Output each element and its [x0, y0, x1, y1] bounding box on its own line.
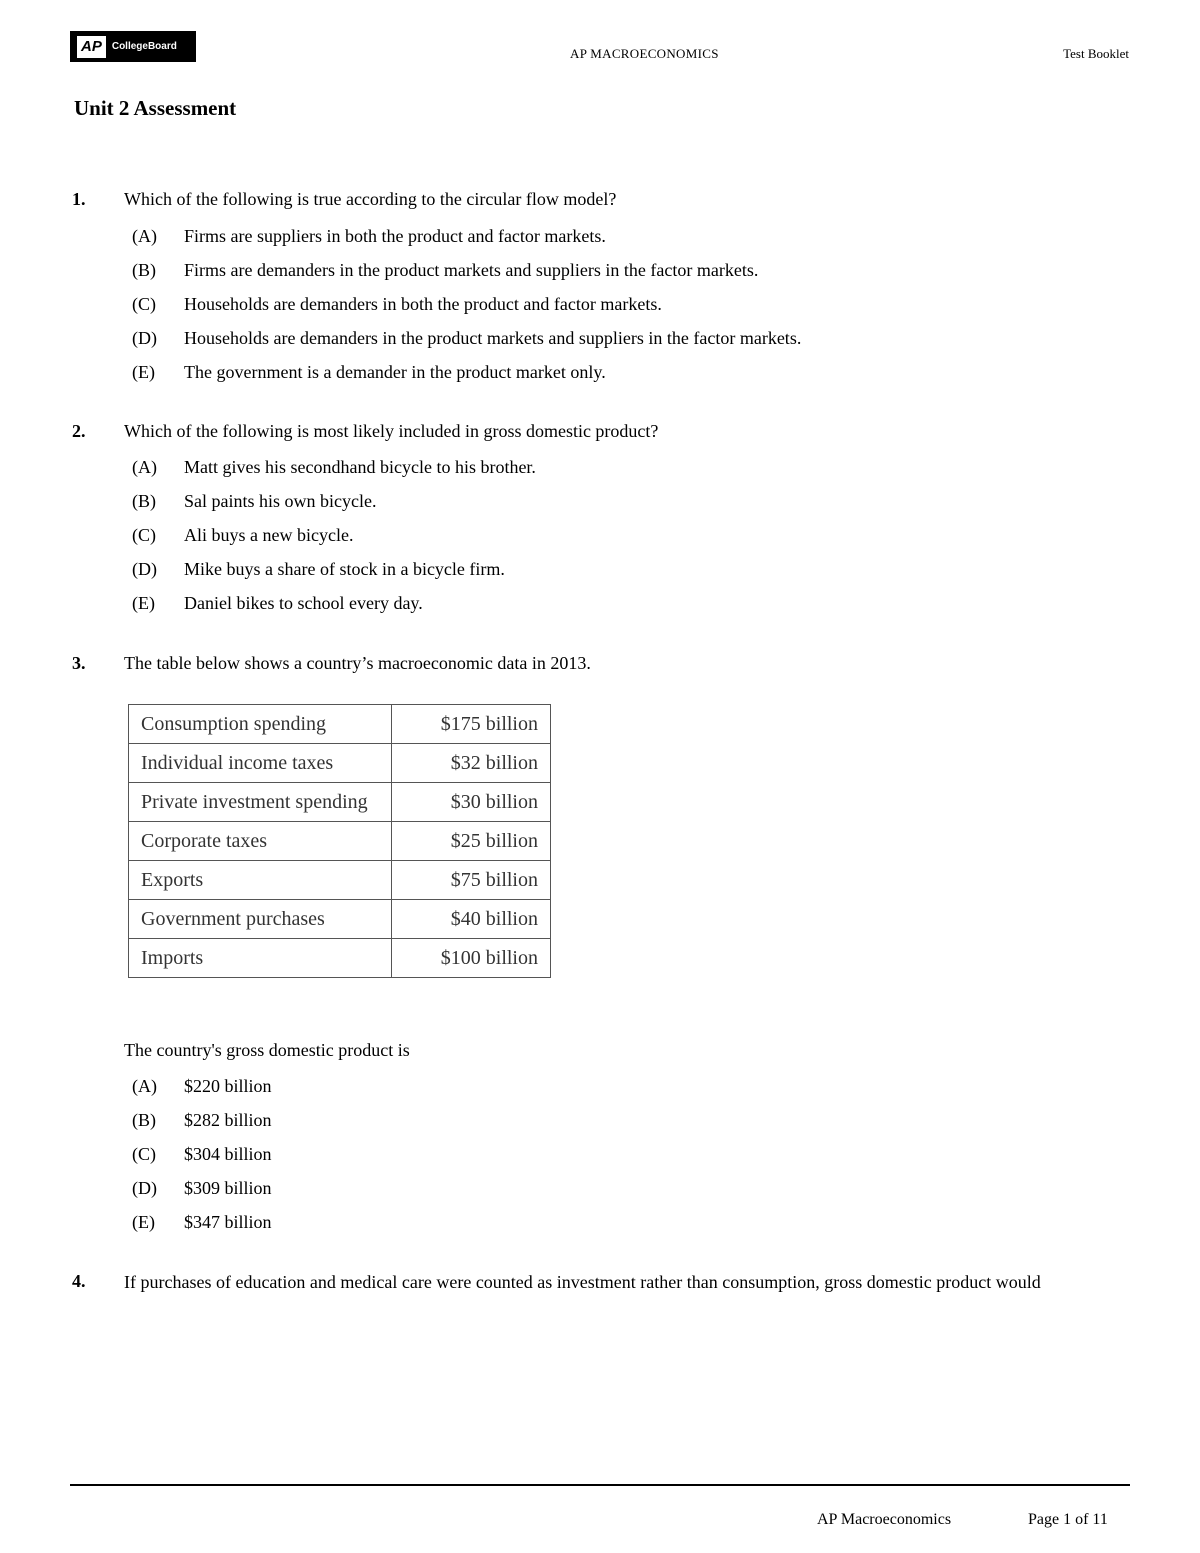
- table-cell-label: Exports: [129, 861, 392, 900]
- table-cell-label: Individual income taxes: [129, 744, 392, 783]
- question-number: 2.: [72, 421, 86, 441]
- choice-letter: (C): [132, 525, 156, 545]
- question-number: 3.: [72, 653, 86, 673]
- choice-list: [132, 454, 1132, 624]
- header-booklet-label: Test Booklet: [1063, 46, 1129, 61]
- choice-text: Households are demanders in the product markets and suppliers in the factor markets.: [184, 328, 802, 348]
- choice-letter: (D): [132, 328, 157, 348]
- choice-b[interactable]: [132, 488, 1132, 522]
- choice-a[interactable]: [132, 454, 1132, 488]
- choice-list: [132, 1073, 1132, 1243]
- choice-letter: (C): [132, 1144, 156, 1164]
- table-cell-value: $75 billion: [392, 861, 551, 900]
- choice-a[interactable]: [132, 223, 1132, 257]
- choice-letter: (E): [132, 593, 155, 613]
- table-row: [129, 822, 551, 861]
- choice-list: [132, 223, 1132, 393]
- choice-d[interactable]: [132, 325, 1132, 359]
- choice-e[interactable]: [132, 590, 1132, 624]
- table-cell-label: Corporate taxes: [129, 822, 392, 861]
- choice-text: The government is a demander in the product market only.: [184, 362, 606, 382]
- choice-text: Mike buys a share of stock in a bicycle firm.: [184, 559, 505, 579]
- choice-text: $304 billion: [184, 1144, 272, 1164]
- question-stem: The country's gross domestic product is: [124, 1040, 410, 1060]
- question-2: [72, 418, 1132, 624]
- question-text: The table below shows a country’s macroeconomic data in 2013.: [124, 653, 591, 673]
- choice-b[interactable]: [132, 257, 1132, 291]
- question-3-stem-block: [72, 1037, 1132, 1243]
- choice-c[interactable]: [132, 291, 1132, 325]
- logo-college-board-text: CollegeBoard: [111, 41, 177, 52]
- question-text: Which of the following is true according to the circular flow model?: [124, 189, 617, 209]
- choice-d[interactable]: [132, 556, 1132, 590]
- logo-ap-mark: AP: [77, 36, 106, 58]
- footer-page-number: Page 1 of 11: [1028, 1511, 1108, 1528]
- question-4: [72, 1268, 1132, 1296]
- choice-text: Matt gives his secondhand bicycle to his brother.: [184, 457, 536, 477]
- choice-letter: (A): [132, 457, 157, 477]
- table-cell-label: Imports: [129, 939, 392, 978]
- table-cell-value: $100 billion: [392, 939, 551, 978]
- choice-letter: (E): [132, 1212, 155, 1232]
- choice-letter: (B): [132, 260, 156, 280]
- table-row: [129, 783, 551, 822]
- table-cell-label: Private investment spending: [129, 783, 392, 822]
- table-cell-value: $40 billion: [392, 900, 551, 939]
- page-title: Unit 2 Assessment: [74, 96, 237, 120]
- choice-letter: (E): [132, 362, 155, 382]
- choice-text: Households are demanders in both the product and factor markets.: [184, 294, 662, 314]
- choice-letter: (C): [132, 294, 156, 314]
- choice-letter: (B): [132, 1110, 156, 1130]
- choice-text: Daniel bikes to school every day.: [184, 593, 423, 613]
- table-cell-value: $32 billion: [392, 744, 551, 783]
- choice-letter: (A): [132, 1076, 157, 1096]
- choice-b[interactable]: [132, 1107, 1132, 1141]
- table-cell-label: Consumption spending: [129, 705, 392, 744]
- choice-text: $220 billion: [184, 1076, 272, 1096]
- table-row: [129, 939, 551, 978]
- choice-e[interactable]: [132, 1209, 1132, 1243]
- table-cell-value: $30 billion: [392, 783, 551, 822]
- choice-letter: (D): [132, 559, 157, 579]
- question-1: [72, 186, 1132, 393]
- header-subject: AP MACROECONOMICS: [570, 46, 719, 61]
- choice-c[interactable]: [132, 1141, 1132, 1175]
- choice-letter: (D): [132, 1178, 157, 1198]
- question-number: 1.: [72, 189, 86, 209]
- choice-d[interactable]: [132, 1175, 1132, 1209]
- table-cell-label: Government purchases: [129, 900, 392, 939]
- footer-divider: [70, 1484, 1130, 1486]
- choice-text: Firms are demanders in the product markets and suppliers in the factor markets.: [184, 260, 759, 280]
- choice-e[interactable]: [132, 359, 1132, 393]
- question-number: 4.: [72, 1271, 86, 1291]
- ap-college-board-logo: [70, 31, 196, 62]
- footer-subject: AP Macroeconomics: [817, 1511, 952, 1528]
- question-text: If purchases of education and medical care were counted as investment rather than consumption, gross domestic product would: [124, 1272, 1041, 1292]
- question-3: [72, 650, 1132, 676]
- choice-a[interactable]: [132, 1073, 1132, 1107]
- choice-text: Sal paints his own bicycle.: [184, 491, 377, 511]
- table-row: [129, 861, 551, 900]
- table-cell-value: $175 billion: [392, 705, 551, 744]
- choice-letter: (B): [132, 491, 156, 511]
- table-row: [129, 900, 551, 939]
- choice-letter: (A): [132, 226, 157, 246]
- choice-text: Ali buys a new bicycle.: [184, 525, 354, 545]
- choice-text: Firms are suppliers in both the product and factor markets.: [184, 226, 606, 246]
- table-row: [129, 705, 551, 744]
- choice-c[interactable]: [132, 522, 1132, 556]
- choice-text: $282 billion: [184, 1110, 272, 1130]
- table-row: [129, 744, 551, 783]
- choice-text: $309 billion: [184, 1178, 272, 1198]
- choice-text: $347 billion: [184, 1212, 272, 1232]
- table-cell-value: $25 billion: [392, 822, 551, 861]
- question-text: Which of the following is most likely included in gross domestic product?: [124, 421, 659, 441]
- macroeconomic-data-table: [128, 704, 551, 978]
